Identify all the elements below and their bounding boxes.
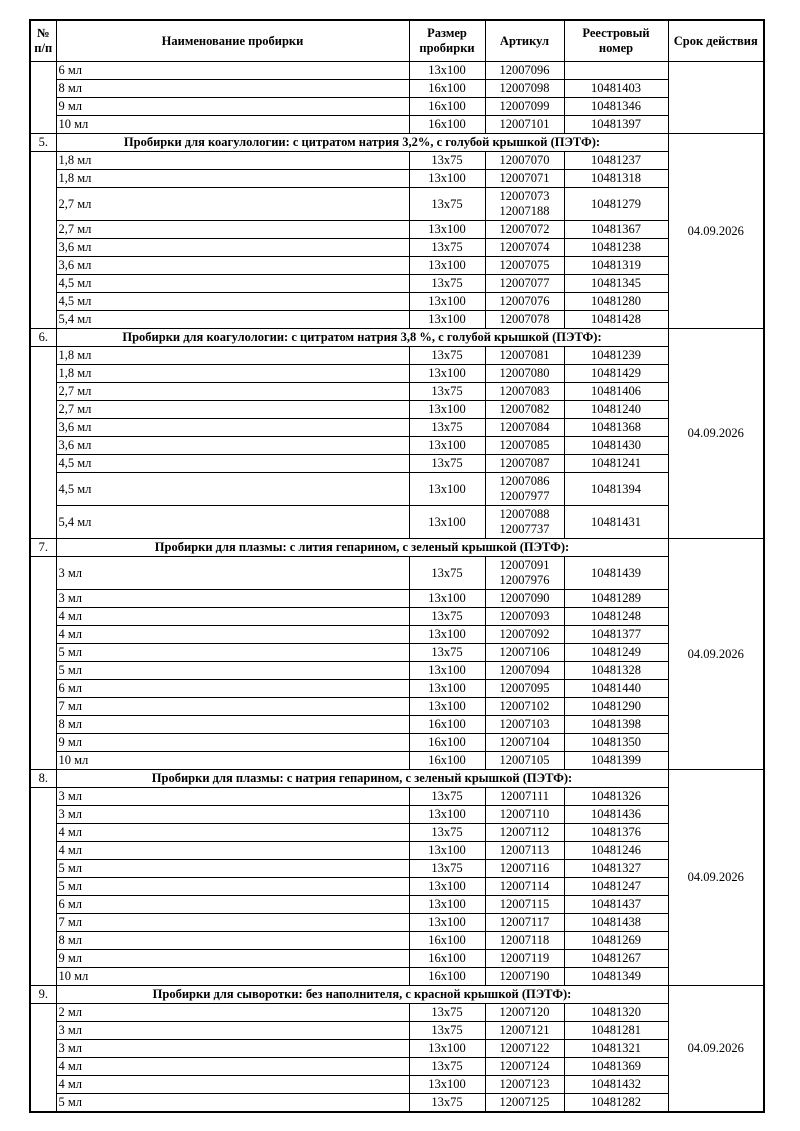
registry-number-cell: 10481394 xyxy=(564,473,668,506)
tube-size-cell: 13x100 xyxy=(409,62,485,80)
tube-name-cell: 4 мл xyxy=(56,1076,409,1094)
tube-size-cell: 13x100 xyxy=(409,680,485,698)
tube-name-cell: 3 мл xyxy=(56,590,409,608)
registry-number-cell: 10481280 xyxy=(564,293,668,311)
registry-number-cell: 10481246 xyxy=(564,842,668,860)
tube-name-cell: 4,5 мл xyxy=(56,473,409,506)
article-cell: 12007125 xyxy=(485,1094,564,1113)
tube-size-cell: 13x75 xyxy=(409,824,485,842)
tube-name-cell: 3 мл xyxy=(56,1022,409,1040)
section-title: Пробирки для сыворотки: без наполнителя, с красной крышкой (ПЭТФ): xyxy=(56,986,668,1004)
registry-number-cell: 10481290 xyxy=(564,698,668,716)
registry-number-cell: 10481428 xyxy=(564,311,668,329)
tube-name-cell: 4 мл xyxy=(56,824,409,842)
table-row xyxy=(30,914,764,932)
registry-number-cell: 10481350 xyxy=(564,734,668,752)
tube-size-cell: 16x100 xyxy=(409,752,485,770)
table-row xyxy=(30,293,764,311)
col-header-num-line2: п/п xyxy=(34,41,53,55)
article-cell: 12007074 xyxy=(485,239,564,257)
article-cell: 12007121 xyxy=(485,1022,564,1040)
table-row xyxy=(30,239,764,257)
article-cell: 12007105 xyxy=(485,752,564,770)
col-header-num-line1: № xyxy=(36,26,50,40)
tube-name-cell: 6 мл xyxy=(56,896,409,914)
col-header-size: Размер пробирки xyxy=(409,20,485,62)
registry-number-cell: 10481241 xyxy=(564,455,668,473)
tube-name-cell: 5 мл xyxy=(56,662,409,680)
registry-number-cell: 10481437 xyxy=(564,896,668,914)
tube-name-cell: 5 мл xyxy=(56,1094,409,1113)
registry-number-cell: 10481369 xyxy=(564,1058,668,1076)
tube-size-cell: 13x100 xyxy=(409,842,485,860)
registry-number-cell: 10481376 xyxy=(564,824,668,842)
registry-number-cell: 10481326 xyxy=(564,788,668,806)
article-cell: 12007102 xyxy=(485,698,564,716)
article-cell: 12007123 xyxy=(485,1076,564,1094)
registry-number-cell: 10481440 xyxy=(564,680,668,698)
article-cell: 12007086 12007977 xyxy=(485,473,564,506)
tube-size-cell: 13x100 xyxy=(409,626,485,644)
table-row xyxy=(30,1094,764,1113)
validity-cell: 04.09.2026 xyxy=(668,986,764,1113)
tube-size-cell: 13x100 xyxy=(409,257,485,275)
registry-number-cell: 10481397 xyxy=(564,116,668,134)
table-row xyxy=(30,437,764,455)
tube-name-cell: 3,6 мл xyxy=(56,257,409,275)
table-row xyxy=(30,932,764,950)
validity-cell: 04.09.2026 xyxy=(668,770,764,986)
table-row xyxy=(30,1058,764,1076)
tube-name-cell: 3 мл xyxy=(56,806,409,824)
tube-size-cell: 13x100 xyxy=(409,293,485,311)
tube-size-cell: 13x100 xyxy=(409,221,485,239)
tube-name-cell: 10 мл xyxy=(56,968,409,986)
tube-name-cell: 2,7 мл xyxy=(56,188,409,221)
article-cell: 12007119 xyxy=(485,950,564,968)
table-row xyxy=(30,1004,764,1022)
tube-size-cell: 13x75 xyxy=(409,188,485,221)
registry-number-cell: 10481328 xyxy=(564,662,668,680)
article-cell: 12007124 xyxy=(485,1058,564,1076)
tube-size-cell: 13x75 xyxy=(409,860,485,878)
col-header-num xyxy=(30,20,56,62)
section-number: 7. xyxy=(30,539,56,557)
article-cell: 12007112 xyxy=(485,824,564,842)
tube-name-cell: 7 мл xyxy=(56,914,409,932)
table-row xyxy=(30,365,764,383)
article-cell: 12007090 xyxy=(485,590,564,608)
table-row xyxy=(30,1040,764,1058)
article-cell: 12007072 xyxy=(485,221,564,239)
article-cell: 12007095 xyxy=(485,680,564,698)
article-cell: 12007098 xyxy=(485,80,564,98)
col-header-registry: Реестровый номер xyxy=(564,20,668,62)
tube-size-cell: 13x100 xyxy=(409,437,485,455)
tube-name-cell: 4,5 мл xyxy=(56,455,409,473)
registry-number-cell: 10481327 xyxy=(564,860,668,878)
tube-name-cell: 5 мл xyxy=(56,878,409,896)
article-cell: 12007115 xyxy=(485,896,564,914)
table-row xyxy=(30,221,764,239)
table-row xyxy=(30,662,764,680)
registry-number-cell: 10481238 xyxy=(564,239,668,257)
tube-name-cell: 2 мл xyxy=(56,1004,409,1022)
tube-name-cell: 1,8 мл xyxy=(56,365,409,383)
registry-number-cell: 10481282 xyxy=(564,1094,668,1113)
section-number: 8. xyxy=(30,770,56,788)
registry-number-cell: 10481349 xyxy=(564,968,668,986)
validity-cell xyxy=(668,62,764,134)
article-cell: 12007094 xyxy=(485,662,564,680)
tube-size-cell: 16x100 xyxy=(409,734,485,752)
tube-size-cell: 13x75 xyxy=(409,1004,485,1022)
tube-size-cell: 16x100 xyxy=(409,950,485,968)
table-row xyxy=(30,98,764,116)
section-number-spacer xyxy=(30,62,56,134)
registry-number-cell: 10481320 xyxy=(564,1004,668,1022)
tube-size-cell: 13x75 xyxy=(409,347,485,365)
registry-number-cell: 10481240 xyxy=(564,401,668,419)
tube-size-cell: 13x100 xyxy=(409,914,485,932)
article-cell: 12007190 xyxy=(485,968,564,986)
section-title: Пробирки для коагулологии: с цитратом натрия 3,2%, с голубой крышкой (ПЭТФ): xyxy=(56,134,668,152)
tube-size-cell: 13x100 xyxy=(409,698,485,716)
tube-size-cell: 16x100 xyxy=(409,716,485,734)
tube-name-cell: 10 мл xyxy=(56,752,409,770)
tube-name-cell: 8 мл xyxy=(56,716,409,734)
article-cell: 12007071 xyxy=(485,170,564,188)
tube-name-cell: 1,8 мл xyxy=(56,347,409,365)
validity-cell: 04.09.2026 xyxy=(668,539,764,770)
registry-number-cell: 10481345 xyxy=(564,275,668,293)
tube-name-cell: 8 мл xyxy=(56,932,409,950)
registry-number-cell: 10481398 xyxy=(564,716,668,734)
tube-size-cell: 13x75 xyxy=(409,419,485,437)
tube-size-cell: 16x100 xyxy=(409,98,485,116)
article-cell: 12007114 xyxy=(485,878,564,896)
table-row xyxy=(30,80,764,98)
section-number-spacer xyxy=(30,788,56,986)
table-row xyxy=(30,626,764,644)
table-row xyxy=(30,170,764,188)
registry-number-cell: 10481318 xyxy=(564,170,668,188)
registry-number-cell: 10481403 xyxy=(564,80,668,98)
tube-size-cell: 13x75 xyxy=(409,788,485,806)
tube-name-cell: 3,6 мл xyxy=(56,239,409,257)
tube-name-cell: 2,7 мл xyxy=(56,401,409,419)
table-row xyxy=(30,419,764,437)
registry-number-cell: 10481248 xyxy=(564,608,668,626)
tube-size-cell: 13x100 xyxy=(409,1076,485,1094)
section-number-spacer xyxy=(30,557,56,770)
tube-name-cell: 5 мл xyxy=(56,644,409,662)
table-row xyxy=(30,257,764,275)
section-number: 9. xyxy=(30,986,56,1004)
table-row xyxy=(30,557,764,590)
tube-size-cell: 13x75 xyxy=(409,239,485,257)
article-cell: 12007104 xyxy=(485,734,564,752)
section-header-row xyxy=(30,329,764,347)
registry-number-cell: 10481237 xyxy=(564,152,668,170)
section-number: 5. xyxy=(30,134,56,152)
article-cell: 12007082 xyxy=(485,401,564,419)
article-cell: 12007084 xyxy=(485,419,564,437)
tube-name-cell: 3 мл xyxy=(56,557,409,590)
registry-number-cell: 10481269 xyxy=(564,932,668,950)
tube-name-cell: 4 мл xyxy=(56,1058,409,1076)
article-cell: 12007120 xyxy=(485,1004,564,1022)
tube-size-cell: 13x75 xyxy=(409,608,485,626)
registry-number-cell: 10481279 xyxy=(564,188,668,221)
tube-size-cell: 13x100 xyxy=(409,473,485,506)
tube-name-cell: 3 мл xyxy=(56,1040,409,1058)
section-header-row xyxy=(30,986,764,1004)
col-header-name: Наименование пробирки xyxy=(56,20,409,62)
article-cell: 12007099 xyxy=(485,98,564,116)
article-cell: 12007075 xyxy=(485,257,564,275)
tube-name-cell: 2,7 мл xyxy=(56,221,409,239)
table-row xyxy=(30,752,764,770)
registry-number-cell: 10481431 xyxy=(564,506,668,539)
tube-name-cell: 9 мл xyxy=(56,98,409,116)
table-row xyxy=(30,455,764,473)
article-cell: 12007118 xyxy=(485,932,564,950)
section-number-spacer xyxy=(30,347,56,539)
tube-name-cell: 4,5 мл xyxy=(56,275,409,293)
registry-number-cell: 10481368 xyxy=(564,419,668,437)
article-cell: 12007087 xyxy=(485,455,564,473)
tube-size-cell: 13x75 xyxy=(409,1022,485,1040)
tube-name-cell: 6 мл xyxy=(56,680,409,698)
tube-name-cell: 3 мл xyxy=(56,788,409,806)
registry-number-cell: 10481247 xyxy=(564,878,668,896)
registry-number-cell: 10481399 xyxy=(564,752,668,770)
article-cell: 12007070 xyxy=(485,152,564,170)
article-cell: 12007076 xyxy=(485,293,564,311)
table-row xyxy=(30,680,764,698)
section-number: 6. xyxy=(30,329,56,347)
table-row xyxy=(30,152,764,170)
table-row xyxy=(30,473,764,506)
registry-number-cell: 10481319 xyxy=(564,257,668,275)
article-cell: 12007078 xyxy=(485,311,564,329)
tube-size-cell: 13x100 xyxy=(409,662,485,680)
tube-name-cell: 10 мл xyxy=(56,116,409,134)
registry-number-cell: 10481249 xyxy=(564,644,668,662)
article-cell: 12007106 xyxy=(485,644,564,662)
validity-cell: 04.09.2026 xyxy=(668,134,764,329)
tube-name-cell: 5,4 мл xyxy=(56,311,409,329)
table-row xyxy=(30,878,764,896)
tube-name-cell: 2,7 мл xyxy=(56,383,409,401)
table-row xyxy=(30,860,764,878)
validity-cell: 04.09.2026 xyxy=(668,329,764,539)
registry-number-cell: 10481432 xyxy=(564,1076,668,1094)
registry-number-cell: 10481429 xyxy=(564,365,668,383)
tubes-table xyxy=(29,19,765,1113)
article-cell: 12007080 xyxy=(485,365,564,383)
registry-number-cell: 10481367 xyxy=(564,221,668,239)
article-cell: 12007083 xyxy=(485,383,564,401)
article-cell: 12007111 xyxy=(485,788,564,806)
article-cell: 12007081 xyxy=(485,347,564,365)
tube-size-cell: 13x100 xyxy=(409,590,485,608)
tube-name-cell: 8 мл xyxy=(56,80,409,98)
article-cell: 12007085 xyxy=(485,437,564,455)
table-row xyxy=(30,842,764,860)
table-row xyxy=(30,401,764,419)
table-row xyxy=(30,950,764,968)
table-row xyxy=(30,788,764,806)
tube-name-cell: 9 мл xyxy=(56,950,409,968)
tube-size-cell: 16x100 xyxy=(409,968,485,986)
section-number-spacer xyxy=(30,152,56,329)
table-row xyxy=(30,62,764,80)
table-header-row xyxy=(30,20,764,62)
article-cell: 12007093 xyxy=(485,608,564,626)
table-body xyxy=(30,62,764,1113)
tube-size-cell: 13x100 xyxy=(409,401,485,419)
tube-size-cell: 13x75 xyxy=(409,644,485,662)
table-row xyxy=(30,716,764,734)
article-cell: 12007096 xyxy=(485,62,564,80)
tube-name-cell: 1,8 мл xyxy=(56,170,409,188)
registry-number-cell xyxy=(564,62,668,80)
section-header-row xyxy=(30,134,764,152)
article-cell: 12007117 xyxy=(485,914,564,932)
table-row xyxy=(30,1022,764,1040)
table-row xyxy=(30,698,764,716)
table-row xyxy=(30,806,764,824)
registry-number-cell: 10481281 xyxy=(564,1022,668,1040)
tube-size-cell: 13x75 xyxy=(409,152,485,170)
registry-number-cell: 10481406 xyxy=(564,383,668,401)
table-row xyxy=(30,590,764,608)
article-cell: 12007091 12007976 xyxy=(485,557,564,590)
table-row xyxy=(30,275,764,293)
tube-name-cell: 4 мл xyxy=(56,842,409,860)
article-cell: 12007116 xyxy=(485,860,564,878)
tube-size-cell: 13x75 xyxy=(409,455,485,473)
table-row xyxy=(30,311,764,329)
tube-size-cell: 13x100 xyxy=(409,365,485,383)
tube-size-cell: 16x100 xyxy=(409,932,485,950)
article-cell: 12007113 xyxy=(485,842,564,860)
tube-name-cell: 7 мл xyxy=(56,698,409,716)
registry-number-cell: 10481438 xyxy=(564,914,668,932)
tube-name-cell: 4,5 мл xyxy=(56,293,409,311)
tube-name-cell: 4 мл xyxy=(56,608,409,626)
tube-size-cell: 13x75 xyxy=(409,275,485,293)
registry-number-cell: 10481289 xyxy=(564,590,668,608)
section-header-row xyxy=(30,770,764,788)
tube-size-cell: 13x100 xyxy=(409,506,485,539)
section-header-row xyxy=(30,539,764,557)
table-row xyxy=(30,968,764,986)
article-cell: 12007092 xyxy=(485,626,564,644)
tube-size-cell: 13x75 xyxy=(409,557,485,590)
tube-size-cell: 13x100 xyxy=(409,311,485,329)
table-row xyxy=(30,644,764,662)
section-title: Пробирки для коагулологии: с цитратом натрия 3,8 %, с голубой крышкой (ПЭТФ): xyxy=(56,329,668,347)
table-row xyxy=(30,824,764,842)
table-row xyxy=(30,608,764,626)
col-header-article: Артикул xyxy=(485,20,564,62)
table-row xyxy=(30,734,764,752)
section-title: Пробирки для плазмы: с лития гепарином, с зеленый крышкой (ПЭТФ): xyxy=(56,539,668,557)
tube-name-cell: 9 мл xyxy=(56,734,409,752)
article-cell: 12007122 xyxy=(485,1040,564,1058)
registry-number-cell: 10481439 xyxy=(564,557,668,590)
article-cell: 12007088 12007737 xyxy=(485,506,564,539)
article-cell: 12007073 12007188 xyxy=(485,188,564,221)
article-cell: 12007110 xyxy=(485,806,564,824)
table-row xyxy=(30,188,764,221)
tube-size-cell: 13x100 xyxy=(409,806,485,824)
tube-name-cell: 5 мл xyxy=(56,860,409,878)
tube-name-cell: 5,4 мл xyxy=(56,506,409,539)
tube-size-cell: 13x75 xyxy=(409,1058,485,1076)
registry-number-cell: 10481239 xyxy=(564,347,668,365)
tube-name-cell: 3,6 мл xyxy=(56,419,409,437)
article-cell: 12007077 xyxy=(485,275,564,293)
table-row xyxy=(30,896,764,914)
table-row xyxy=(30,347,764,365)
tube-size-cell: 13x100 xyxy=(409,896,485,914)
table-row xyxy=(30,1076,764,1094)
tube-size-cell: 13x100 xyxy=(409,878,485,896)
registry-number-cell: 10481430 xyxy=(564,437,668,455)
col-header-validity: Срок действия xyxy=(668,20,764,62)
table-row xyxy=(30,116,764,134)
registry-number-cell: 10481346 xyxy=(564,98,668,116)
article-cell: 12007103 xyxy=(485,716,564,734)
section-number-spacer xyxy=(30,1004,56,1113)
tube-size-cell: 16x100 xyxy=(409,116,485,134)
tube-size-cell: 13x75 xyxy=(409,383,485,401)
registry-number-cell: 10481377 xyxy=(564,626,668,644)
tube-size-cell: 13x100 xyxy=(409,1040,485,1058)
tube-name-cell: 6 мл xyxy=(56,62,409,80)
table-row xyxy=(30,383,764,401)
registry-number-cell: 10481321 xyxy=(564,1040,668,1058)
registry-number-cell: 10481436 xyxy=(564,806,668,824)
tube-name-cell: 3,6 мл xyxy=(56,437,409,455)
table-row xyxy=(30,506,764,539)
tube-size-cell: 16x100 xyxy=(409,80,485,98)
registry-number-cell: 10481267 xyxy=(564,950,668,968)
tube-name-cell: 4 мл xyxy=(56,626,409,644)
section-title: Пробирки для плазмы: с натрия гепарином, с зеленый крышкой (ПЭТФ): xyxy=(56,770,668,788)
tube-size-cell: 13x75 xyxy=(409,1094,485,1113)
tube-size-cell: 13x100 xyxy=(409,170,485,188)
article-cell: 12007101 xyxy=(485,116,564,134)
tube-name-cell: 1,8 мл xyxy=(56,152,409,170)
